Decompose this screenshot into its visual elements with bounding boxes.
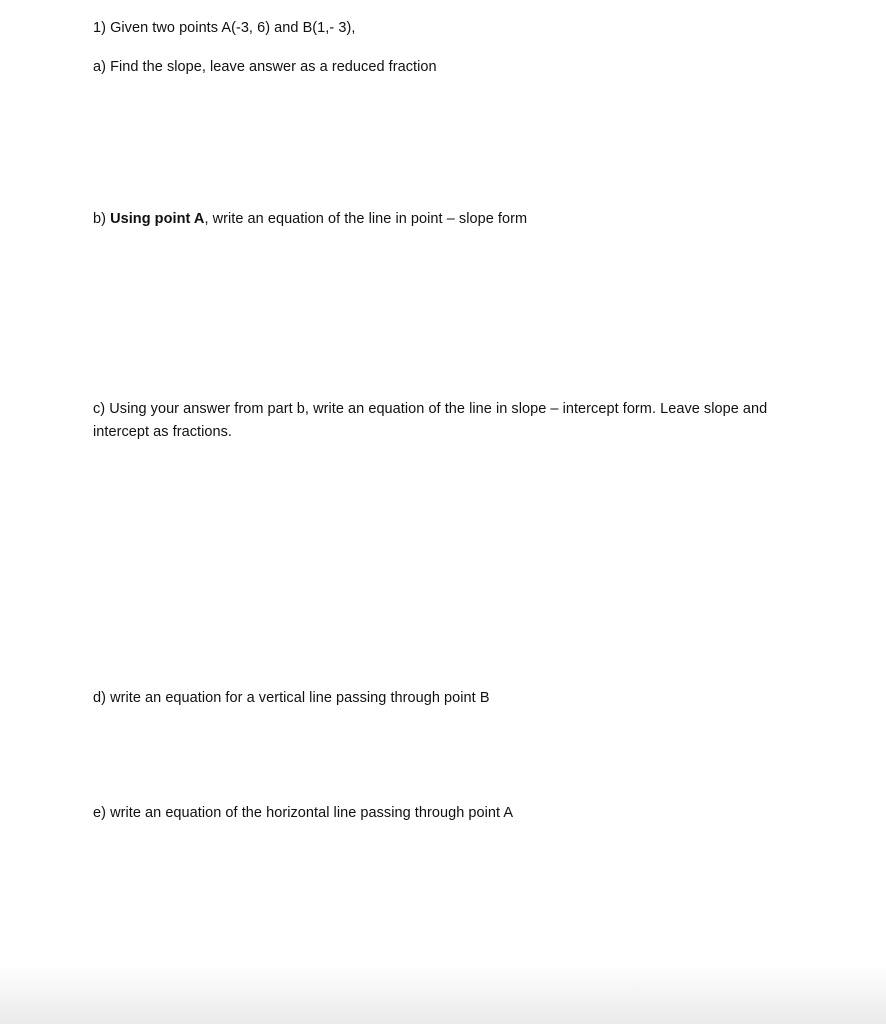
part-b-prefix: b) xyxy=(93,211,111,227)
part-a-prompt: a) Find the slope, leave answer as a reduced fraction xyxy=(93,59,437,75)
part-b-suffix: , write an equation of the line in point – slope form xyxy=(204,211,528,227)
part-d-prompt: d) write an equation for a vertical line passing through point B xyxy=(93,690,490,706)
question-title: 1) Given two points A(-3, 6) and B(1,- 3), xyxy=(93,20,356,36)
page-bottom-shadow xyxy=(0,964,886,1024)
part-b-bold-text: Using point A xyxy=(110,211,205,227)
part-e-prompt: e) write an equation of the horizontal line passing through point A xyxy=(93,805,514,821)
part-b-prompt xyxy=(93,208,527,231)
part-c-prompt: c) Using your answer from part b, write an equation of the line in slope – intercept form. Leave slope and intercept as fractions. xyxy=(93,401,768,440)
